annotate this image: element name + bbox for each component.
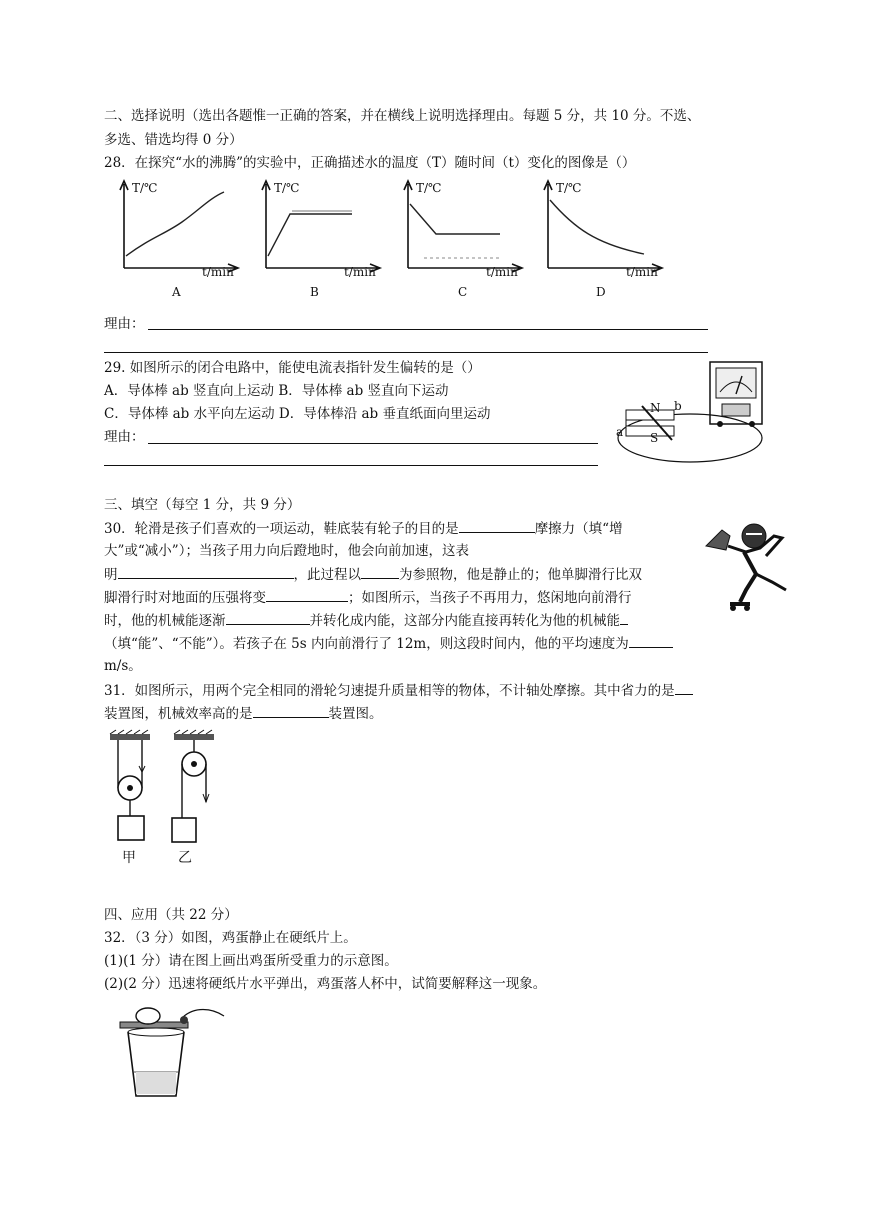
q30-line-5-text-b: 并转化成内能，这部分内能直接再转化为他的机械能 <box>309 613 620 629</box>
q28-graph-b-letter: B <box>310 285 319 299</box>
q29-figure-label-s: S <box>650 431 659 445</box>
q29-stem: 29. 如图所示的闭合电路中，能使电流表指针发生偏转的是（） <box>104 360 481 376</box>
q31-line-1-text: 31．如图所示，用两个完全相同的滑轮匀速提升质量相等的物体，不计轴处摩擦。其中省力的是 <box>104 683 675 699</box>
q32-part-1: (1)(1 分）请在图上画出鸡蛋所受重力的示意图。 <box>104 953 398 969</box>
q30-line-1-text-a: 30．轮滑是孩子们喜欢的一项运动，鞋底装有轮子的目的是 <box>104 521 459 537</box>
q31-line-2-text-b: 装置图。 <box>328 706 383 722</box>
q28-graph-d-y-label: T/℃ <box>556 181 582 195</box>
q30-line-2: 大”或“减小”）；当孩子用力向后蹬地时，他会向前加速，这表 <box>104 543 469 559</box>
q30-line-6-text: （填“能”、“不能”）。若孩子在 5s 内向前滑行了 12m，则这段时间内，他的平均速度为 <box>104 636 629 652</box>
q29-figure-label-n: N <box>650 401 661 415</box>
q28-graph-b <box>252 176 402 302</box>
section-3-heading: 三、填空（每空 1 分，共 9 分） <box>104 497 301 513</box>
q30-blank-3[interactable] <box>361 564 399 579</box>
q31-blank-2[interactable] <box>253 703 329 718</box>
q28-graph-c-y-label: T/℃ <box>416 181 442 195</box>
q32-part-2: (2)(2 分）迅速将硬纸片水平弹出，鸡蛋落人杯中，试简要解释这一现象。 <box>104 976 547 992</box>
q28-graph-c-x-label: t/min <box>486 265 518 279</box>
q28-graph-a-x-label: t/min <box>202 265 234 279</box>
q29-reason-label: 理由： <box>104 429 145 445</box>
q31-pulley-figure <box>104 730 224 880</box>
q28-graph-c-letter: C <box>458 285 468 299</box>
q28-reason-label: 理由： <box>104 316 145 332</box>
q28-graph-b-x-label: t/min <box>344 265 376 279</box>
q29-options-ab: A．导体棒 ab 竖直向上运动 B．导体棒 ab 竖直向下运动 <box>104 383 449 399</box>
q30-line-6 <box>104 633 673 654</box>
q31-blank-1[interactable] <box>675 680 693 695</box>
q30-blank-7[interactable] <box>629 633 673 648</box>
q30-blank-5[interactable] <box>226 610 310 625</box>
q28-graph-a <box>110 176 260 302</box>
q31-label-yi: 乙 <box>178 850 192 866</box>
q30-line-1-text-b: 摩擦力（填“增 <box>534 521 623 537</box>
q28-graph-d <box>534 176 684 302</box>
q28-stem: 28．在探究“水的沸腾”的实验中，正确描述水的温度（T）随时间（t）变化的图像是（） <box>104 155 636 171</box>
q30-line-4 <box>104 587 632 608</box>
q30-line-1 <box>104 518 623 539</box>
q30-line-3-text-c: 为参照物，他是静止的；他单脚滑行比双 <box>399 567 642 583</box>
q30-blank-4[interactable] <box>266 587 348 602</box>
q32-stem: 32．（3 分）如图，鸡蛋静止在硬纸片上。 <box>104 930 357 946</box>
q28-graph-b-y-label: T/℃ <box>274 181 300 195</box>
q28-graph-d-x-label: t/min <box>626 265 658 279</box>
q30-line-7: m/s。 <box>104 658 142 674</box>
q30-blank-1[interactable] <box>459 518 535 533</box>
section-2-heading-line1: 二、选择说明（选出各题惟一正确的答案，并在横线上说明选择理由。每题 5 分，共 10 分。不选、 <box>104 108 701 124</box>
q30-blank-6[interactable] <box>620 610 628 625</box>
q30-line-4-text-a: 脚滑行时对地面的压强将变 <box>104 590 266 606</box>
q30-line-5-text-a: 时，他的机械能逐渐 <box>104 613 226 629</box>
q28-graph-d-letter: D <box>596 285 606 299</box>
q28-graph-c <box>394 176 544 302</box>
q30-blank-2[interactable] <box>118 564 294 579</box>
q29-reason-line-2 <box>104 465 598 466</box>
q29-circuit-figure <box>612 360 772 470</box>
q31-label-jia: 甲 <box>122 850 136 866</box>
q28-graph-a-letter: A <box>172 285 181 299</box>
section-2-heading-line2: 多选、错选均得 0 分） <box>104 132 243 148</box>
q28-reason-line-1 <box>148 329 708 330</box>
section-4-heading: 四、应用（共 22 分） <box>104 907 238 923</box>
q29-options-cd: C．导体棒 ab 水平向左运动 D．导体棒沿 ab 垂直纸面向里运动 <box>104 406 491 422</box>
q30-line-5 <box>104 610 628 631</box>
q32-egg-cup-figure <box>112 1002 232 1102</box>
q30-line-3-text-a: 明 <box>104 567 118 583</box>
q31-line-2 <box>104 703 383 724</box>
q31-line-1 <box>104 680 693 701</box>
q29-figure-label-a: a <box>616 425 624 439</box>
q30-line-4-text-b: ；如图所示，当孩子不再用力，悠闲地向前滑行 <box>348 590 632 606</box>
q29-reason-line-1 <box>148 443 598 444</box>
q28-reason-line-2 <box>104 352 708 353</box>
q30-line-3 <box>104 564 642 585</box>
q30-skater-figure <box>700 516 796 612</box>
q30-line-3-text-b: ，此过程以 <box>293 567 361 583</box>
q31-line-2-text-a: 装置图，机械效率高的是 <box>104 706 253 722</box>
q28-graph-a-y-label: T/℃ <box>132 181 158 195</box>
q29-figure-label-b: b <box>674 399 682 413</box>
